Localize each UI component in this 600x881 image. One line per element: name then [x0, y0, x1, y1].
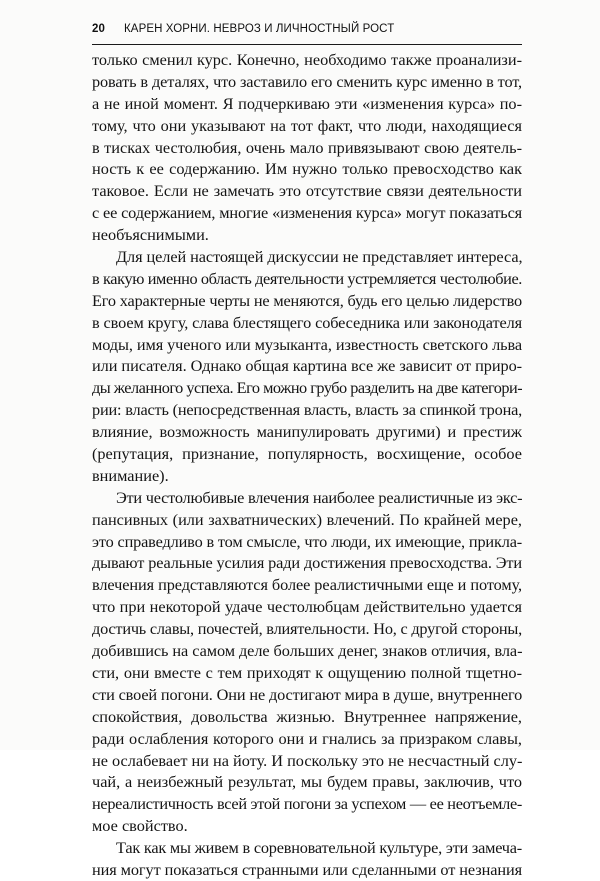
- text-line: а не иной момент. Я подчеркиваю эти «изменения курса» по-: [92, 93, 522, 113]
- text-line: сти своей погони. Они не достигают мира в душе, внутреннего: [92, 684, 522, 704]
- running-title: КАРЕН ХОРНИ. НЕВРОЗ И ЛИЧНОСТНЫЙ РОСТ: [124, 23, 395, 35]
- text-line: рии: власть (непосредственная власть, власть за спинкой трона,: [92, 400, 522, 420]
- text-line: мое свойство.: [92, 816, 188, 836]
- text-line: добившись на самом деле больших денег, знаков отличия, вла-: [92, 641, 522, 661]
- text-line: достичь славы, почестей, влиятельности. Но, с другой стороны,: [92, 619, 522, 639]
- text-line: или писателя. Однако общая картина все же зависит от приро-: [92, 356, 522, 376]
- text-line: нереалистичность всей этой погони за успехом — ее неотъемле-: [92, 794, 522, 814]
- text-line: ровать в деталях, что заставило его сменить курс именно в тот,: [92, 71, 522, 91]
- text-line: с ее содержанием, многие «изменения курса» могут показаться: [92, 203, 522, 223]
- text-line: дывают реальные усилия ради достижения превосходства. Эти: [92, 553, 522, 573]
- text-line: моды, имя ученого или музыканта, известность светского льва: [92, 334, 522, 354]
- text-line: в своем кругу, слава блестящего собеседника или законодателя: [92, 312, 522, 332]
- text-line: ради ослабления которого они и гнались за призраком славы,: [92, 728, 522, 748]
- text-line: внимание).: [92, 465, 169, 485]
- paragraph-3: [92, 487, 522, 837]
- text-line: это справедливо в том смысле, что люди, их имеющие, прикла-: [92, 531, 522, 551]
- text-line: сти, они вместе с тем приходят к ощущению полной тщетно-: [92, 662, 522, 682]
- text-line: таковое. Если не замечать это отсутствие связи деятельности: [92, 181, 522, 201]
- text-line: пансивных (или захватнических) влечений. По крайней мере,: [92, 509, 522, 529]
- paragraph-1: [92, 49, 522, 246]
- text-line: чай, а неизбежный результат, мы будем правы, заключив, что: [92, 772, 522, 792]
- body-text: [92, 49, 522, 881]
- text-line: что при некоторой удаче честолюбцам действительно удается: [92, 597, 522, 617]
- text-line: влияние, возможность манипулировать другими) и престиж: [92, 422, 522, 442]
- text-line: необъяснимыми.: [92, 225, 209, 245]
- text-line: не ослабевает ни на йоту. И поскольку это не несчастный слу-: [92, 750, 522, 770]
- paragraph-2: [92, 246, 522, 487]
- text-line: ность к ее содержанию. Им нужно только превосходство как: [92, 159, 522, 179]
- text-line: ды желанного успеха. Его можно грубо разделить на две категори-: [92, 378, 522, 398]
- text-line: Его характерные черты не меняются, будь его целью лидерство: [92, 290, 522, 310]
- text-line: спокойствия, довольства жизнью. Внутреннее напряжение,: [92, 706, 522, 726]
- text-line: только сменил курс. Конечно, необходимо также проанализи-: [92, 50, 522, 69]
- text-line: влечения представляются более реалистичными еще и потому,: [92, 575, 522, 595]
- text-line: в тисках честолюбия, очень мало привязывают свою деятель-: [92, 137, 522, 157]
- text-line: ния могут показаться странными или сделанными от незнания: [92, 859, 522, 879]
- running-header: [92, 20, 522, 45]
- text-line: (репутация, признание, популярность, восхищение, особое: [92, 444, 522, 464]
- page-number: 20: [92, 23, 105, 35]
- text-line: тому, что они указывают на тот факт, что люди, находящиеся: [92, 115, 522, 135]
- text-line: Так как мы живем в соревновательной культуре, эти замеча-: [116, 838, 522, 858]
- text-line: Для целей настоящей дискуссии не представляет интереса,: [116, 247, 522, 267]
- paragraph-4: [92, 837, 522, 881]
- text-line: Эти честолюбивые влечения наиболее реалистичные из экс-: [116, 487, 522, 507]
- text-line: в какую именно область деятельности устремляется честолюбие.: [92, 268, 522, 288]
